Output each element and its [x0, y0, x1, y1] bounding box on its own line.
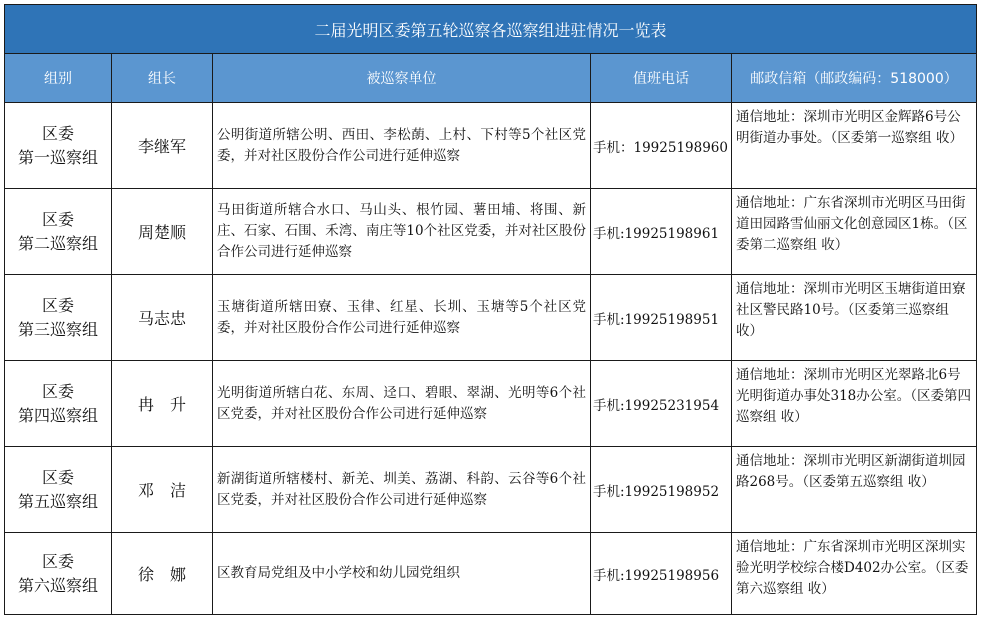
leader-cell: 周楚顺 [112, 189, 213, 275]
units-cell: 光明街道所辖白花、东周、迳口、碧眼、翠湖、光明等6个社区党委，并对社区股份合作公司进行延伸巡察 [213, 361, 591, 447]
group-cell [5, 189, 112, 275]
group-cell [5, 447, 112, 533]
group-line-1: 区委 [41, 295, 74, 315]
group-line-2: 第五巡察组 [17, 491, 98, 511]
header-units: 被巡察单位 [213, 54, 591, 103]
group-line-2: 第六巡察组 [17, 575, 98, 595]
mail-cell: 通信地址：深圳市光明区玉塘街道田寮社区警民路10号。（区委第三巡察组 收） [732, 275, 977, 361]
table-row [5, 533, 977, 615]
group-line-2: 第二巡察组 [17, 233, 98, 253]
group-line-2: 第一巡察组 [17, 147, 98, 167]
phone-cell: 手机:19925198952 [591, 447, 732, 533]
group-line-1: 区委 [41, 381, 74, 401]
table-title: 二届光明区委第五轮巡察各巡察组进驻情况一览表 [5, 5, 977, 54]
units-cell: 公明街道所辖公明、西田、李松蓢、上村、下村等5个社区党委，并对社区股份合作公司进行延伸巡察 [213, 103, 591, 189]
mail-cell: 通信地址：深圳市光明区金辉路6号公明街道办事处。（区委第一巡察组 收） [732, 103, 977, 189]
group-line-1: 区委 [41, 551, 74, 571]
group-line-2: 第四巡察组 [17, 405, 98, 425]
header-leader: 组长 [112, 54, 213, 103]
group-cell [5, 361, 112, 447]
group-line-1: 区委 [41, 209, 74, 229]
table-row [5, 275, 977, 361]
table-row [5, 103, 977, 189]
phone-cell: 手机：19925198960 [591, 103, 732, 189]
table-row [5, 361, 977, 447]
group-line-1: 区委 [41, 123, 74, 143]
mail-cell: 通信地址：深圳市光明区新湖街道圳园路268号。（区委第五巡察组 收） [732, 447, 977, 533]
header-phone: 值班电话 [591, 54, 732, 103]
table-row [5, 189, 977, 275]
phone-cell: 手机:19925198951 [591, 275, 732, 361]
group-cell [5, 103, 112, 189]
units-cell: 马田街道所辖合水口、马山头、根竹园、薯田埔、将围、新庄、石家、石围、禾湾、南庄等10个社区党委，并对社区股份合作公司进行延伸巡察 [213, 189, 591, 275]
group-cell [5, 533, 112, 615]
mail-cell: 通信地址：广东省深圳市光明区马田街道田园路雪仙丽文化创意园区1栋。（区委第二巡察组 收） [732, 189, 977, 275]
phone-cell: 手机:19925231954 [591, 361, 732, 447]
units-cell: 玉塘街道所辖田寮、玉律、红星、长圳、玉塘等5个社区党委，并对社区股份合作公司进行延伸巡察 [213, 275, 591, 361]
phone-cell: 手机:19925198961 [591, 189, 732, 275]
group-line-1: 区委 [41, 467, 74, 487]
table-row [5, 447, 977, 533]
mail-cell: 通信地址：广东省深圳市光明区深圳实验光明学校综合楼D402办公室。（区委第六巡察组 收） [732, 533, 977, 615]
phone-cell: 手机:19925198956 [591, 533, 732, 615]
title-row [5, 5, 977, 54]
units-cell: 新湖街道所辖楼村、新羌、圳美、荔湖、科韵、云谷等6个社区党委，并对社区股份合作公司进行延伸巡察 [213, 447, 591, 533]
inspection-table [4, 4, 977, 615]
group-cell [5, 275, 112, 361]
leader-cell: 邓 洁 [112, 447, 213, 533]
leader-cell: 马志忠 [112, 275, 213, 361]
units-cell: 区教育局党组及中小学校和幼儿园党组织 [213, 533, 591, 615]
mail-cell: 通信地址：深圳市光明区光翠路北6号光明街道办事处318办公室。（区委第四巡察组 收） [732, 361, 977, 447]
group-line-2: 第三巡察组 [17, 319, 98, 339]
header-row [5, 54, 977, 103]
header-group: 组别 [5, 54, 112, 103]
leader-cell: 徐 娜 [112, 533, 213, 615]
leader-cell: 李继军 [112, 103, 213, 189]
leader-cell: 冉 升 [112, 361, 213, 447]
header-mail: 邮政信箱（邮政编码：518000） [732, 54, 977, 103]
